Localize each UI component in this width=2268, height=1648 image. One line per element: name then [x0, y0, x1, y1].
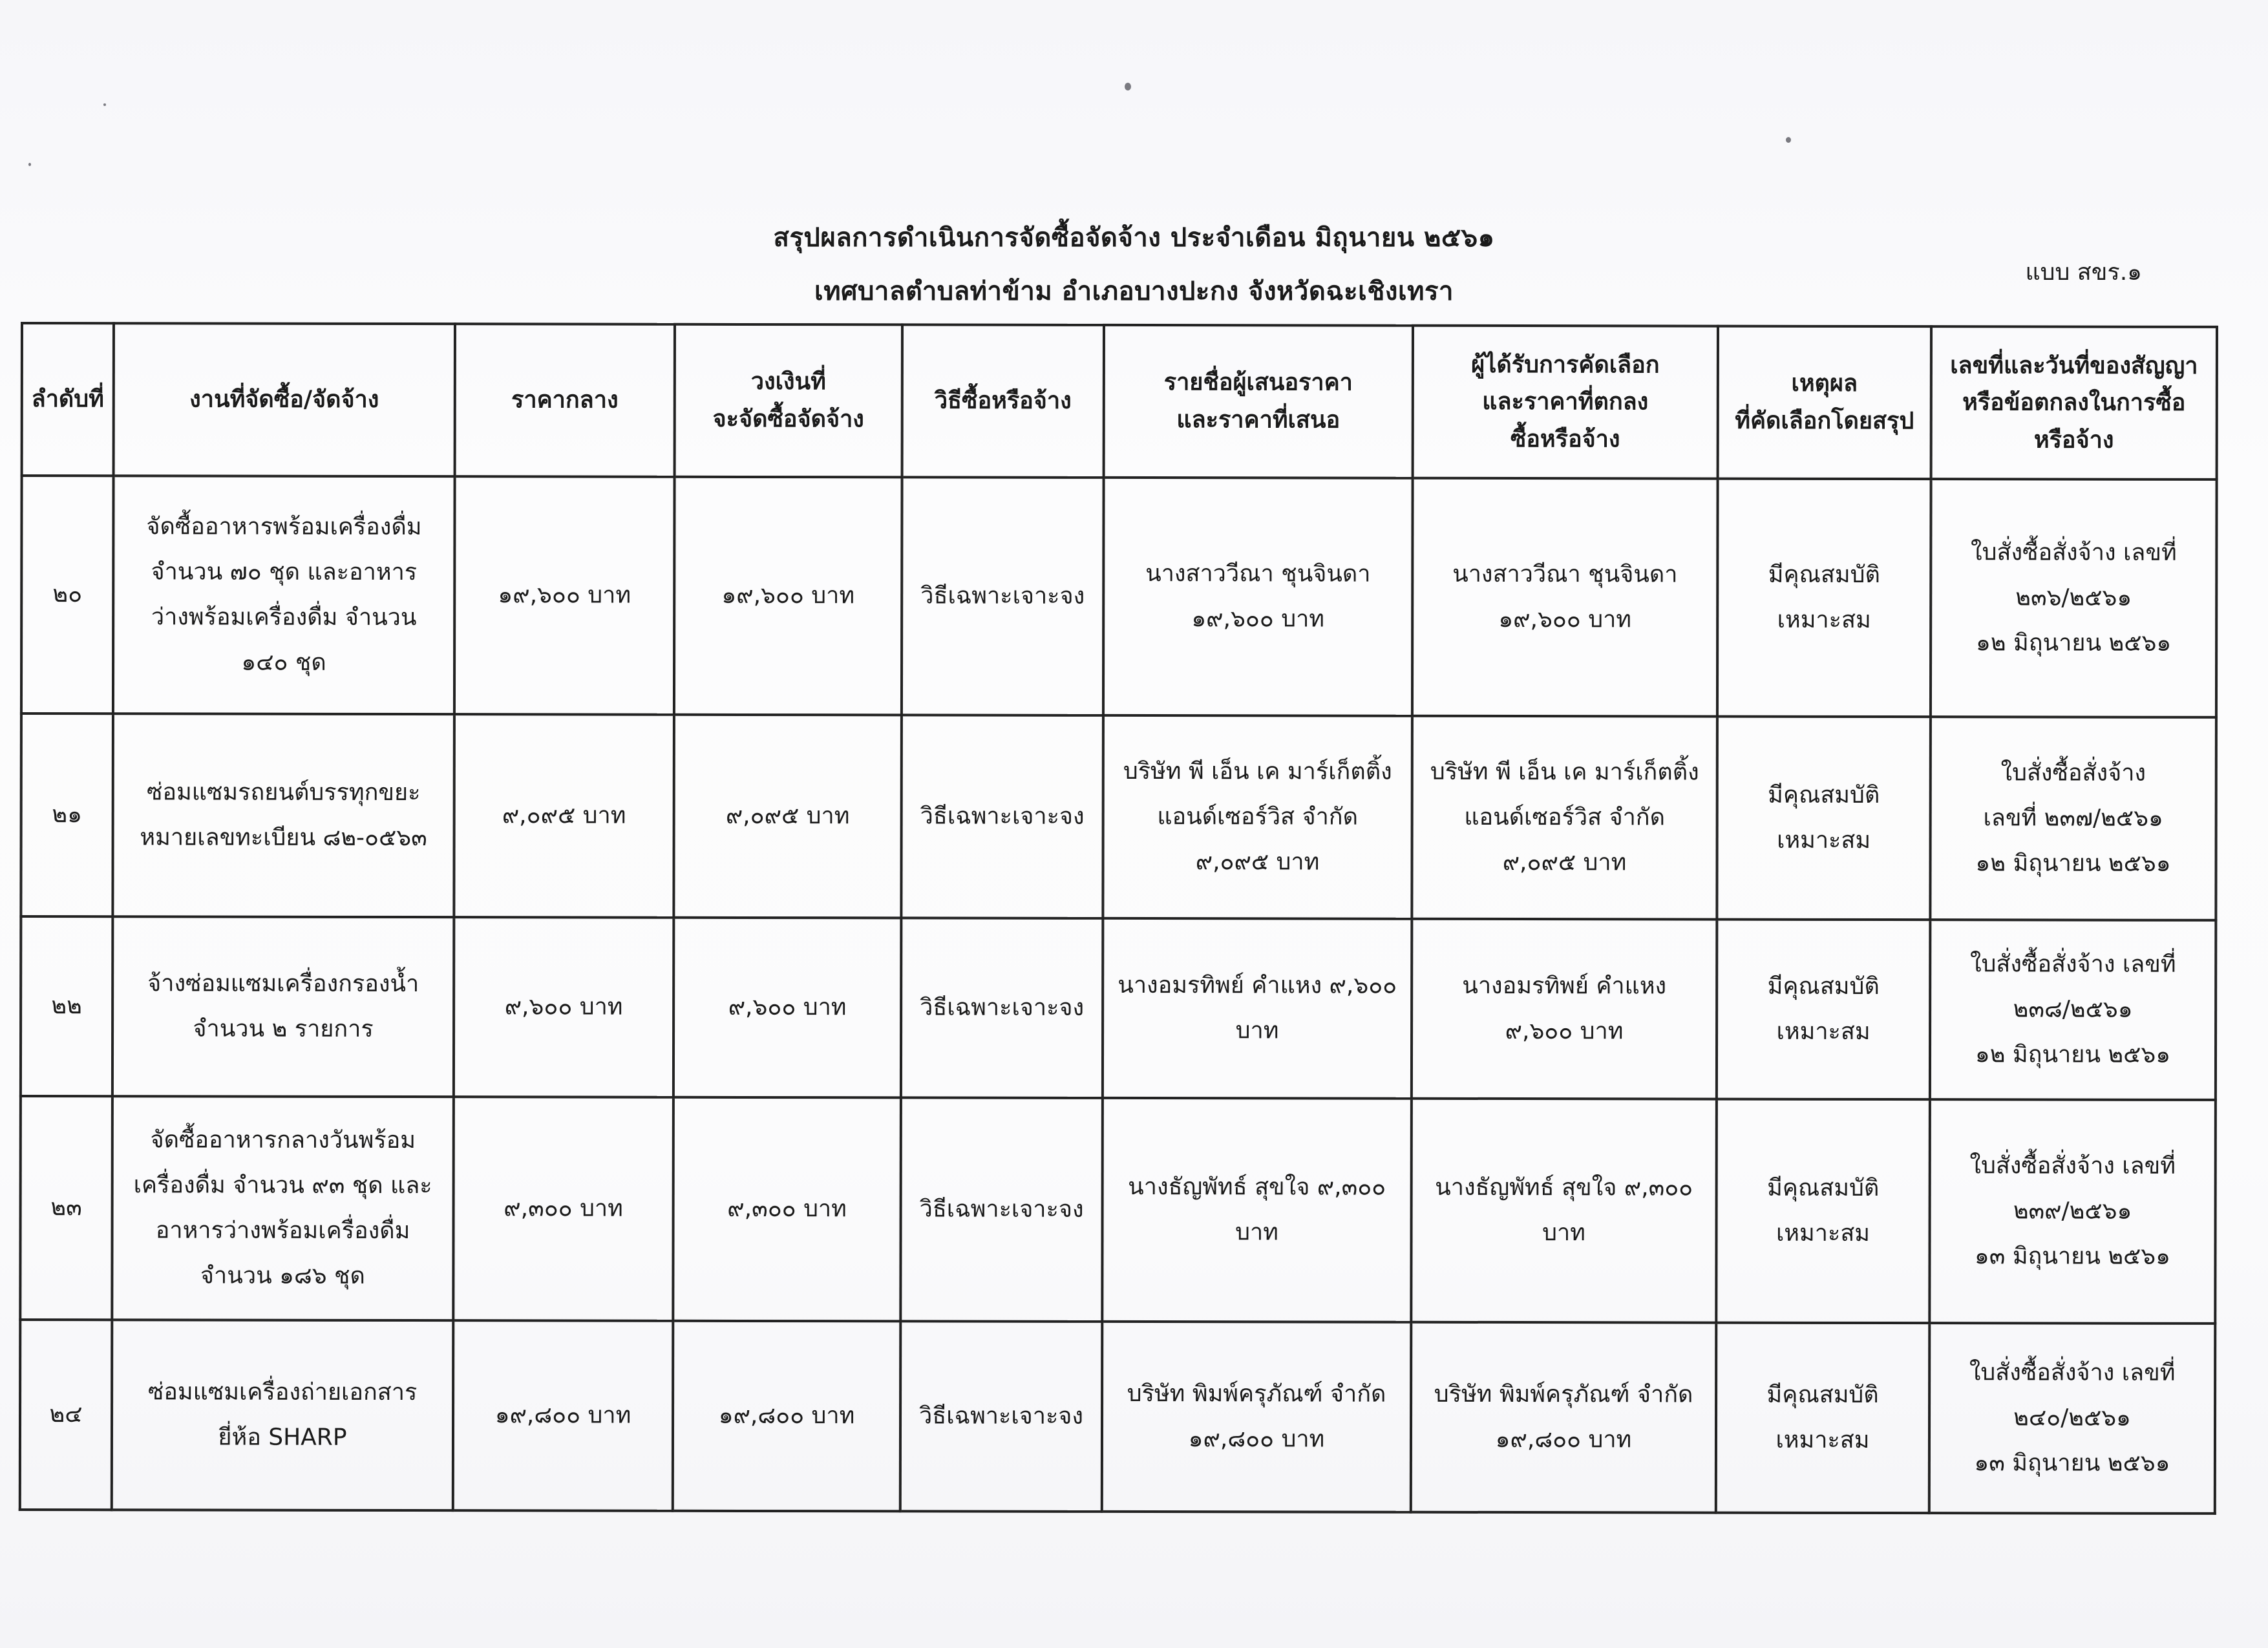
item-description: ซ่อมแซมรถยนต์บรรทุกขยะ: [146, 779, 421, 806]
bidder-and-offer-cell: [1103, 478, 1413, 716]
contract-reference: ใบสั่งซื้อสั่งจ้าง เลขที่: [1969, 1152, 2176, 1179]
table-header-row: [22, 323, 2217, 480]
item-description-cell: [112, 1320, 454, 1510]
item-description: ๑๔๐ ชุด: [241, 649, 326, 677]
contract-reference: ใบสั่งซื้อสั่งจ้าง เลขที่: [1971, 538, 2177, 566]
bidder-and-offer: ๙,๐๙๕ บาท: [1195, 849, 1320, 876]
bidder-and-offer: บาท: [1235, 1017, 1279, 1044]
procurement-summary-table: [19, 322, 2218, 1515]
bidder-and-offer: บริษัท พี เอ็น เค มาร์เก็ตติ้ง: [1123, 757, 1392, 785]
selection-reason-cell: [1716, 1323, 1930, 1514]
header-label: จะจัดซื้อจัดจ้าง: [712, 405, 864, 433]
item-description: ว่างพร้อมเครื่องดื่ม จำนวน: [151, 604, 417, 631]
header-label: ผู้ได้รับการคัดเลือก: [1471, 351, 1660, 379]
contract-reference: ๑๒ มิถุนายน ๒๕๖๑: [1975, 850, 2171, 877]
header-label: หรือข้อตกลงในการซื้อ: [1962, 389, 2186, 417]
bidder-and-offer-cell: [1103, 715, 1412, 919]
row-number: ๒๓: [50, 1194, 82, 1221]
budget-amount-cell: [673, 715, 902, 918]
row-number-cell: [20, 1096, 112, 1320]
row-number: ๒๑: [52, 801, 83, 829]
item-description: หมายเลขทะเบียน ๘๒-๐๕๖๓: [140, 824, 427, 852]
contract-reference: ๑๓ มิถุนายน ๒๕๖๑: [1974, 1243, 2171, 1270]
row-number: ๒๔: [49, 1400, 83, 1428]
median-price: ๙,๖๐๐ บาท: [504, 993, 623, 1020]
row-number-cell: [20, 1320, 112, 1510]
selected-vendor: บริษัท พิมพ์ครุภัณฑ์ จำกัด: [1434, 1380, 1693, 1408]
procurement-method: วิธีเฉพาะเจาะจง: [919, 1196, 1084, 1223]
scan-speck: [28, 163, 31, 166]
table-row: [21, 916, 2216, 1100]
selection-reason-cell: [1717, 717, 1931, 920]
selected-vendor: แอนด์เซอร์วิส จำกัด: [1464, 803, 1666, 831]
item-description-cell: [112, 713, 454, 917]
procurement-method-cell: [900, 1321, 1103, 1512]
bidder-and-offer: บริษัท พิมพ์ครุภัณฑ์ จำกัด: [1127, 1380, 1386, 1408]
item-description: จ้างซ่อมแซมเครื่องกรองน้ำ: [147, 970, 419, 997]
header-cell: [902, 324, 1104, 478]
contract-reference-cell: [1931, 479, 2217, 717]
budget-amount: ๑๙,๖๐๐ บาท: [721, 582, 855, 609]
header-cell: [675, 324, 902, 478]
header-label: และราคาที่ตกลง: [1482, 388, 1649, 416]
contract-reference: เลขที่ ๒๓๗/๒๕๖๑: [1983, 805, 2163, 832]
header-cell: [1413, 326, 1718, 479]
selection-reason: มีคุณสมบัติ: [1767, 1174, 1880, 1201]
bidder-and-offer-cell: [1102, 1098, 1412, 1322]
header-cell: [114, 323, 455, 476]
procurement-method-cell: [900, 1097, 1103, 1322]
selected-vendor: ๑๙,๘๐๐ บาท: [1495, 1426, 1632, 1453]
contract-reference-cell: [1929, 1099, 2216, 1324]
table-body: [20, 476, 2217, 1514]
median-price-cell: [454, 476, 675, 715]
selection-reason-cell: [1717, 920, 1930, 1100]
budget-amount-cell: [674, 477, 902, 715]
row-number-cell: [21, 476, 114, 713]
header-label: วงเงินที่: [750, 368, 826, 396]
header-cell: [455, 324, 675, 477]
item-description: จำนวน ๒ รายการ: [193, 1015, 374, 1042]
bidder-and-offer: นางสาววีณา ชุนจินดา: [1145, 560, 1371, 587]
bidder-and-offer-cell: [1102, 1322, 1412, 1512]
table-row: [21, 713, 2216, 920]
selection-reason: มีคุณสมบัติ: [1768, 781, 1880, 808]
selected-vendor: นางธัญพัทธ์ สุขใจ ๙,๓๐๐: [1435, 1174, 1693, 1201]
contract-reference: ๒๔๐/๒๕๖๑: [2013, 1404, 2131, 1431]
selected-vendor: ๙,๖๐๐ บาท: [1505, 1018, 1624, 1045]
header-label: เลขที่และวันที่ของสัญญา: [1950, 352, 2198, 379]
document-title: สรุปผลการดำเนินการจัดซื้อจัดจ้าง ประจำเดือน มิถุนายน ๒๕๖๑: [773, 223, 1495, 253]
median-price: ๙,๐๙๕ บาท: [502, 802, 626, 829]
contract-reference: ใบสั่งซื้อสั่งจ้าง เลขที่: [1969, 950, 2176, 978]
budget-amount: ๙,๓๐๐ บาท: [727, 1195, 847, 1223]
bidder-and-offer: บาท: [1235, 1219, 1278, 1246]
contract-reference: ๑๓ มิถุนายน ๒๕๖๑: [1974, 1450, 2170, 1477]
contract-reference: ใบสั่งซื้อสั่งจ้าง: [2000, 759, 2146, 787]
selection-reason-cell: [1716, 1099, 1930, 1324]
row-number-cell: [21, 713, 113, 916]
selection-reason: มีคุณสมบัติ: [1766, 1381, 1879, 1408]
selection-reason: เหมาะสม: [1775, 1426, 1870, 1453]
budget-amount-cell: [673, 1097, 901, 1322]
header-label: รายชื่อผู้เสนอราคา: [1163, 369, 1353, 397]
document-subtitle: เทศบาลตำบลท่าข้าม อำเภอบางปะกง จังหวัดฉะเชิงเทรา: [814, 277, 1454, 306]
header-label: ลำดับที่: [31, 386, 104, 413]
median-price-cell: [454, 917, 673, 1097]
contract-reference-cell: [1929, 1323, 2216, 1514]
procurement-method-cell: [901, 715, 1103, 918]
selected-vendor: ๙,๐๙๕ บาท: [1502, 849, 1627, 876]
procurement-method-cell: [901, 918, 1103, 1098]
header-cell: [22, 323, 114, 476]
median-price-cell: [454, 714, 674, 918]
selected-vendor: นางอมรทิพย์ คำแหง: [1462, 972, 1667, 1000]
bidder-and-offer: แอนด์เซอร์วิส จำกัด: [1157, 803, 1359, 830]
header-cell: [1718, 326, 1931, 480]
contract-reference: ๒๓๖/๒๕๖๑: [2015, 584, 2132, 611]
header-label: ซื้อหรือจ้าง: [1510, 425, 1620, 453]
item-description-cell: [113, 476, 455, 714]
item-description: จำนวน ๗๐ ชุด และอาหาร: [151, 558, 418, 586]
header-label: วิธีซื้อหรือจ้าง: [934, 387, 1072, 415]
contract-reference: ๒๓๘/๒๕๖๑: [2013, 996, 2133, 1023]
selected-vendor: ๑๙,๖๐๐ บาท: [1498, 606, 1632, 633]
contract-reference: ๒๓๙/๒๕๖๑: [2013, 1198, 2132, 1225]
median-price: ๙,๓๐๐ บาท: [503, 1195, 623, 1222]
bidder-and-offer: ๑๙,๘๐๐ บาท: [1188, 1426, 1325, 1453]
procurement-method-cell: [902, 477, 1104, 715]
median-price: ๑๙,๖๐๐ บาท: [498, 582, 631, 609]
header-label: ที่คัดเลือกโดยสรุป: [1735, 407, 1914, 435]
procurement-method: วิธีเฉพาะเจาะจง: [920, 994, 1085, 1021]
selection-reason: เหมาะสม: [1777, 827, 1871, 854]
header-label: และราคาที่เสนอ: [1176, 407, 1341, 434]
budget-amount-cell: [673, 918, 901, 1098]
form-code: แบบ สขร.๑: [2025, 259, 2142, 286]
contract-reference: ๑๒ มิถุนายน ๒๕๖๑: [1975, 629, 2172, 657]
header-cell: [1104, 325, 1413, 478]
table-row: [20, 1096, 2216, 1324]
contract-reference: ๑๒ มิถุนายน ๒๕๖๑: [1975, 1041, 2171, 1068]
selected-vendor: นางสาววีณา ชุนจินดา: [1452, 560, 1678, 588]
selection-reason: มีคุณสมบัติ: [1767, 973, 1880, 1000]
item-description: อาหารว่างพร้อมเครื่องดื่ม: [155, 1217, 410, 1245]
item-description: จัดซื้ออาหารพร้อมเครื่องดื่ม: [146, 512, 422, 540]
header-label: งานที่จัดซื้อ/จัดจ้าง: [189, 386, 379, 414]
item-description: ยี่ห้อ SHARP: [218, 1424, 347, 1451]
selection-reason: เหมาะสม: [1777, 606, 1871, 633]
scan-speck: [1125, 83, 1131, 90]
bidder-and-offer: นางธัญพัทธ์ สุขใจ ๙,๓๐๐: [1128, 1173, 1386, 1201]
budget-amount: ๙,๐๙๕ บาท: [725, 802, 850, 830]
selection-reason-cell: [1717, 479, 1931, 717]
row-number: ๒๐: [52, 580, 83, 608]
selected-vendor-cell: [1412, 716, 1717, 920]
table-row: [20, 1320, 2216, 1514]
item-description-cell: [112, 1096, 454, 1320]
contract-reference-cell: [1930, 920, 2216, 1100]
selection-reason: เหมาะสม: [1775, 1220, 1871, 1247]
bidder-and-offer: ๑๙,๖๐๐ บาท: [1191, 606, 1325, 633]
row-number: ๒๒: [51, 992, 82, 1020]
budget-amount-cell: [673, 1321, 901, 1512]
item-description: เครื่องดื่ม จำนวน ๙๓ ชุด และ: [133, 1172, 432, 1199]
procurement-method: วิธีเฉพาะเจาะจง: [919, 1402, 1084, 1430]
selected-vendor: บริษัท พี เอ็น เค มาร์เก็ตติ้ง: [1430, 758, 1699, 786]
row-number-cell: [21, 916, 112, 1096]
item-description: จัดซื้ออาหารกลางวันพร้อม: [150, 1126, 416, 1154]
selected-vendor: บาท: [1542, 1220, 1585, 1247]
scan-speck: [1786, 137, 1791, 143]
budget-amount: ๑๙,๘๐๐ บาท: [718, 1402, 855, 1430]
median-price-cell: [453, 1097, 673, 1321]
bidder-and-offer-cell: [1103, 918, 1412, 1099]
procurement-method: วิธีเฉพาะเจาะจง: [920, 803, 1085, 830]
median-price: ๑๙,๘๐๐ บาท: [494, 1402, 631, 1429]
scan-speck: [103, 103, 106, 106]
median-price-cell: [453, 1320, 673, 1511]
selection-reason: เหมาะสม: [1776, 1018, 1871, 1045]
header-label: ราคากลาง: [511, 386, 619, 414]
selected-vendor-cell: [1411, 1099, 1717, 1323]
table-row: [21, 476, 2217, 717]
selected-vendor-cell: [1412, 919, 1717, 1099]
selected-vendor-cell: [1412, 478, 1718, 717]
header-label: หรือจ้าง: [2033, 427, 2114, 454]
item-description-cell: [112, 916, 454, 1097]
header-cell: [1931, 326, 2217, 480]
header-label: เหตุผล: [1791, 370, 1858, 397]
budget-amount: ๙,๖๐๐ บาท: [728, 993, 847, 1021]
selection-reason: มีคุณสมบัติ: [1768, 561, 1880, 588]
contract-reference: ใบสั่งซื้อสั่งจ้าง เลขที่: [1969, 1358, 2176, 1386]
item-description: ซ่อมแซมเครื่องถ่ายเอกสาร: [147, 1379, 418, 1406]
bidder-and-offer: นางอมรทิพย์ คำแหง ๙,๖๐๐: [1118, 971, 1397, 999]
item-description: จำนวน ๑๘๖ ชุด: [200, 1262, 365, 1290]
selected-vendor-cell: [1411, 1322, 1717, 1513]
contract-reference-cell: [1930, 717, 2216, 920]
procurement-method: วิธีเฉพาะเจาะจง: [920, 582, 1085, 609]
